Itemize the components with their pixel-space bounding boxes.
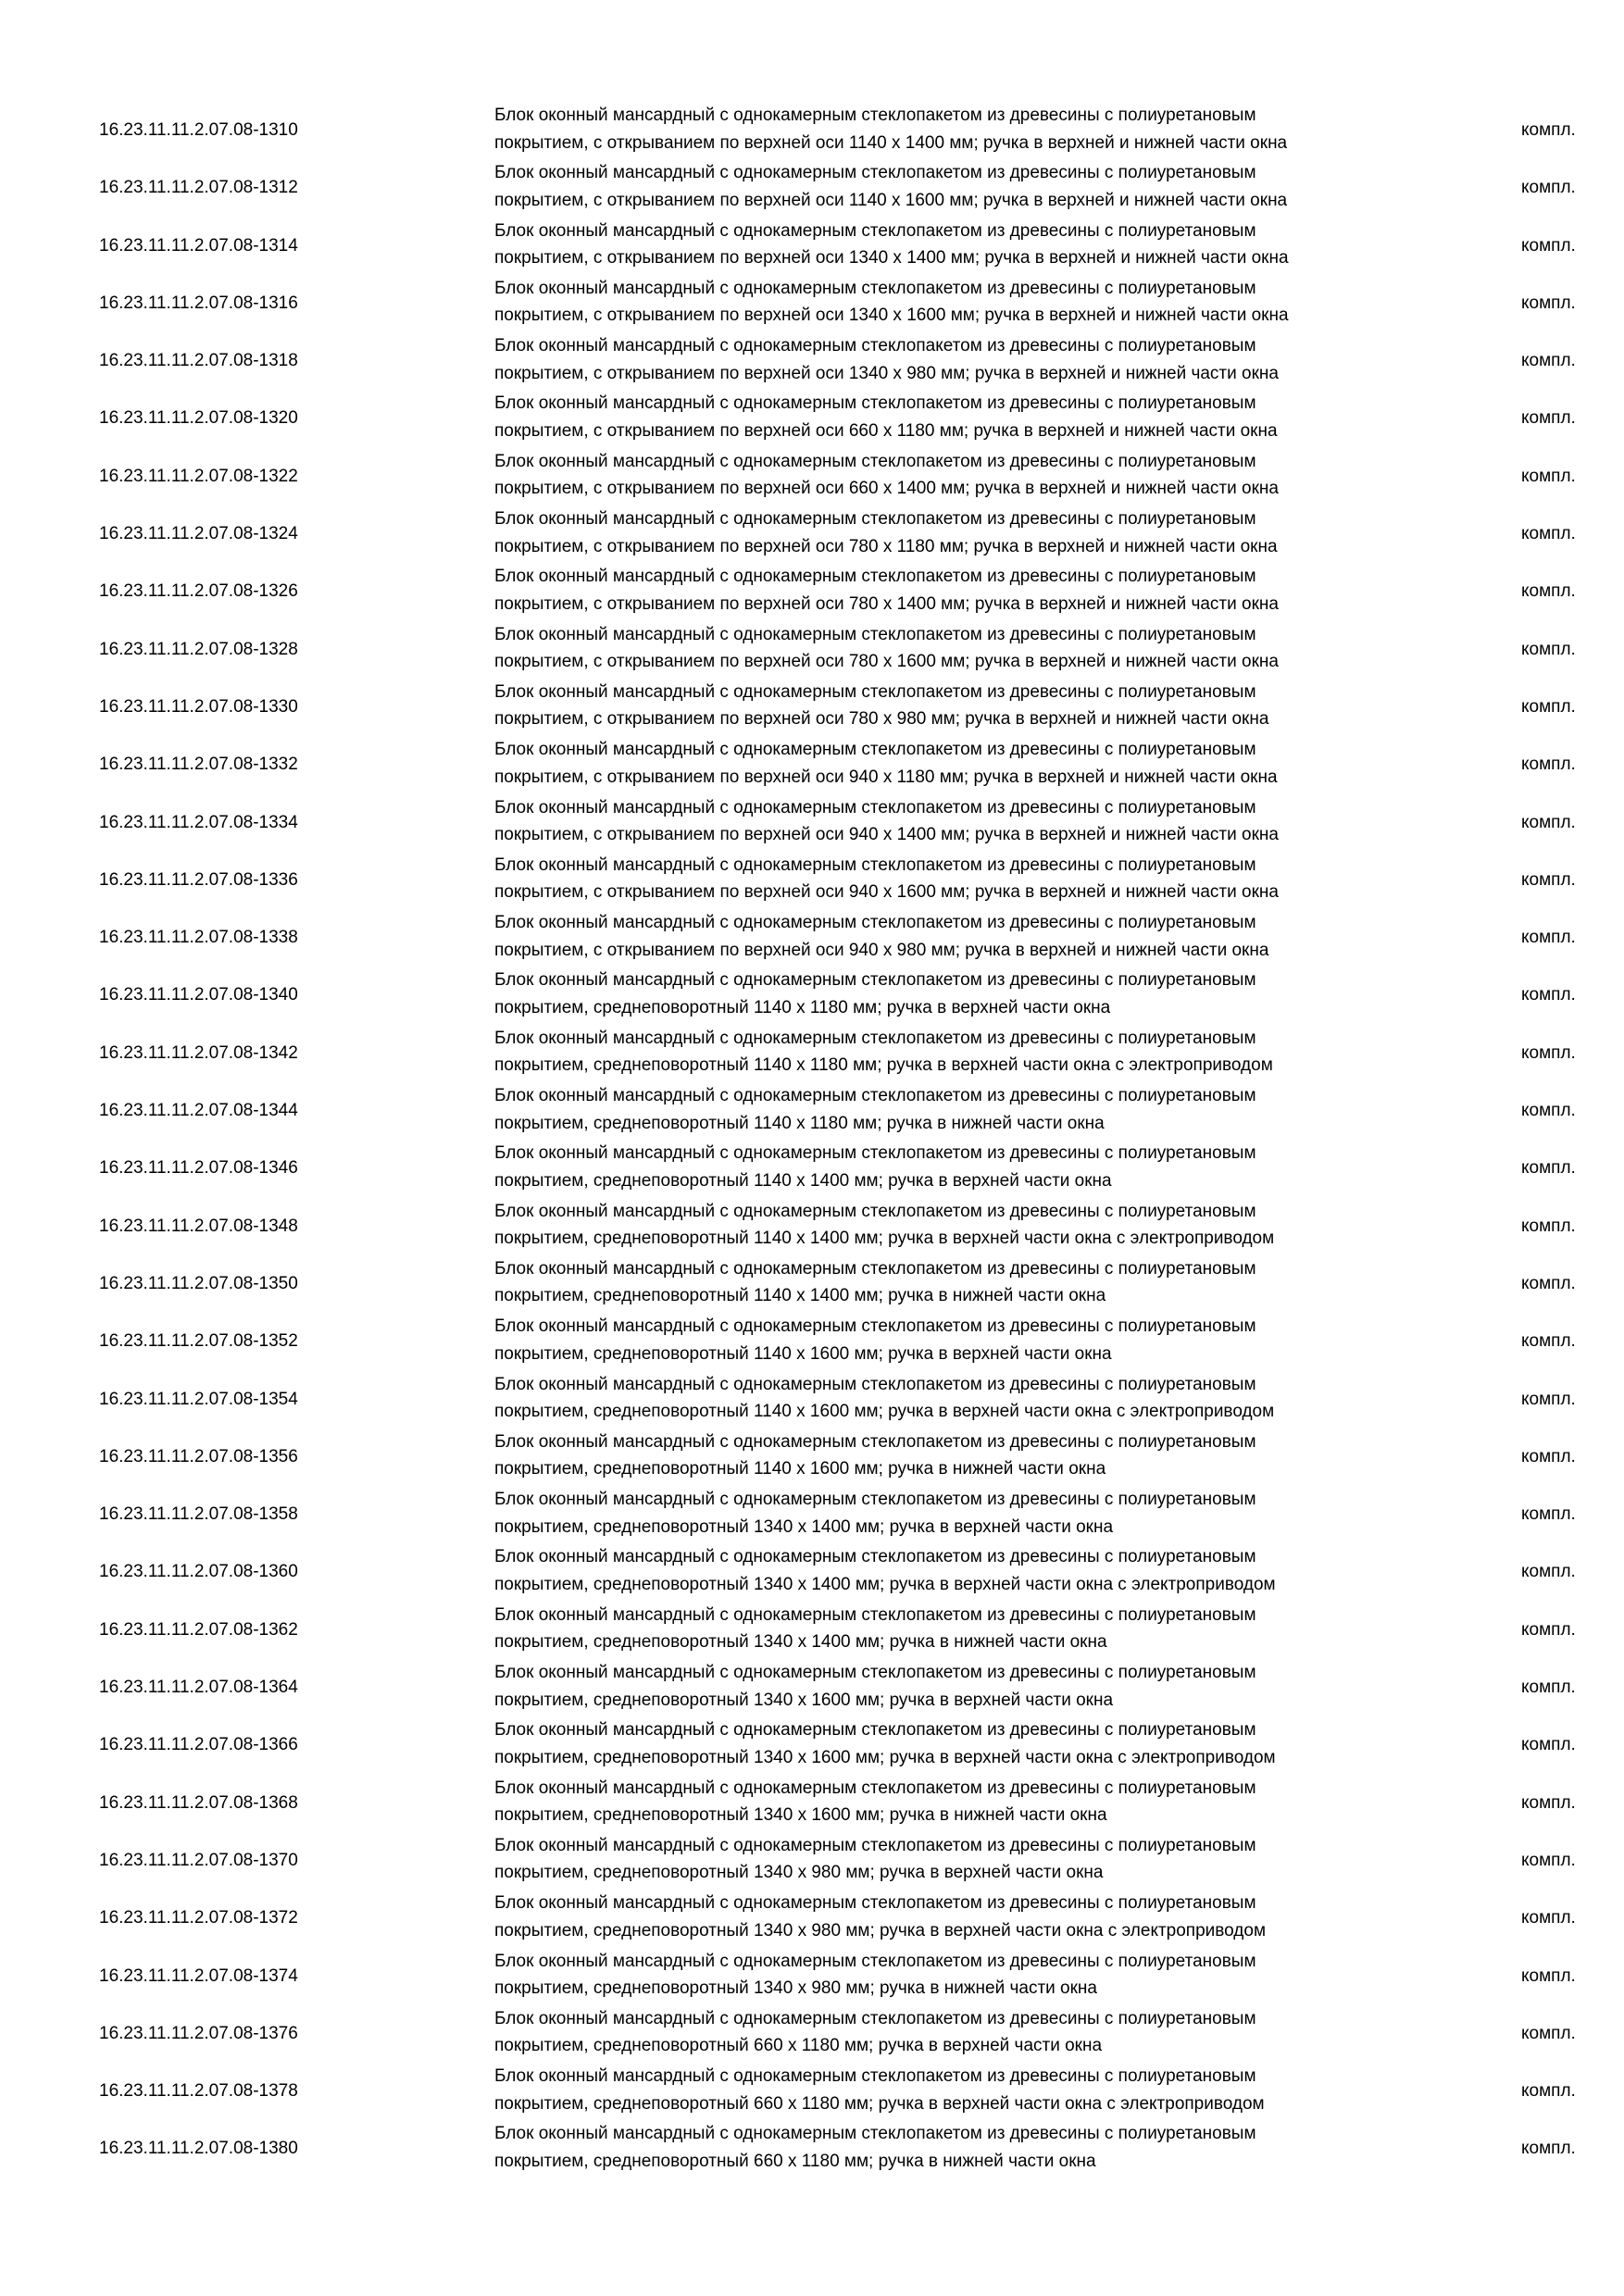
resource-code: 16.23.11.11.2.07.08-1316 bbox=[99, 293, 298, 313]
table-row bbox=[0, 1429, 1624, 1486]
description-line: Блок оконный мансардный с однокамерным стеклопакетом из древесины с полиуретановым bbox=[494, 1778, 1256, 1798]
resource-description bbox=[494, 332, 1476, 387]
resource-description bbox=[494, 1775, 1476, 1829]
resource-code: 16.23.11.11.2.07.08-1312 bbox=[99, 178, 298, 198]
unit-of-measure: компл. bbox=[1521, 1735, 1576, 1755]
unit-of-measure: компл. bbox=[1521, 524, 1576, 544]
unit-of-measure: компл. bbox=[1521, 1446, 1576, 1466]
description-line: покрытием, с открыванием по верхней оси 1340 х 980 мм; ручка в верхней и нижней части окна bbox=[494, 363, 1279, 383]
resource-description bbox=[494, 852, 1476, 906]
description-line: покрытием, среднеповоротный 660 х 1180 мм; ручка в верхней части окна bbox=[494, 2036, 1103, 2056]
description-line: Блок оконный мансардный с однокамерным стеклопакетом из древесины с полиуретановым bbox=[494, 2066, 1256, 2087]
resource-code: 16.23.11.11.2.07.08-1322 bbox=[99, 466, 298, 486]
resource-code: 16.23.11.11.2.07.08-1348 bbox=[99, 1216, 298, 1236]
resource-description bbox=[494, 1659, 1476, 1714]
table-row bbox=[0, 1832, 1624, 1890]
resource-code: 16.23.11.11.2.07.08-1346 bbox=[99, 1158, 298, 1179]
description-line: Блок оконный мансардный с однокамерным стеклопакетом из древесины с полиуретановым bbox=[494, 1086, 1256, 1106]
table-row bbox=[0, 736, 1624, 793]
resource-description bbox=[494, 563, 1476, 618]
table-row bbox=[0, 1948, 1624, 2005]
resource-code: 16.23.11.11.2.07.08-1378 bbox=[99, 2081, 298, 2102]
unit-of-measure: компл. bbox=[1521, 869, 1576, 890]
resource-code: 16.23.11.11.2.07.08-1338 bbox=[99, 928, 298, 948]
description-line: Блок оконный мансардный с однокамерным стеклопакетом из древесины с полиуретановым bbox=[494, 970, 1256, 991]
unit-of-measure: компл. bbox=[1521, 1042, 1576, 1063]
description-line: Блок оконный мансардный с однокамерным стеклопакетом из древесины с полиуретановым bbox=[494, 1028, 1256, 1048]
unit-of-measure: компл. bbox=[1521, 985, 1576, 1005]
description-line: Блок оконный мансардный с однокамерным стеклопакетом из древесины с полиуретановым bbox=[494, 567, 1256, 587]
resource-code: 16.23.11.11.2.07.08-1324 bbox=[99, 524, 298, 544]
description-line: Блок оконный мансардный с однокамерным стеклопакетом из древесины с полиуретановым bbox=[494, 1374, 1256, 1394]
resource-code: 16.23.11.11.2.07.08-1352 bbox=[99, 1331, 298, 1352]
table-row bbox=[0, 2120, 1624, 2177]
resource-description bbox=[494, 102, 1476, 156]
description-line: Блок оконный мансардный с однокамерным стеклопакетом из древесины с полиуретановым bbox=[494, 1720, 1256, 1741]
resource-code: 16.23.11.11.2.07.08-1326 bbox=[99, 581, 298, 602]
resource-description bbox=[494, 448, 1476, 503]
resource-code: 16.23.11.11.2.07.08-1368 bbox=[99, 1792, 298, 1813]
resource-description bbox=[494, 967, 1476, 1021]
unit-of-measure: компл. bbox=[1521, 1331, 1576, 1352]
resource-description bbox=[494, 1890, 1476, 1944]
description-line: Блок оконный мансардный с однокамерным стеклопакетом из древесины с полиуретановым bbox=[494, 278, 1256, 298]
description-line: Блок оконный мансардный с однокамерным стеклопакетом из древесины с полиуретановым bbox=[494, 509, 1256, 530]
table-row bbox=[0, 332, 1624, 390]
resource-description bbox=[494, 621, 1476, 676]
table-row bbox=[0, 1140, 1624, 1197]
unit-of-measure: компл. bbox=[1521, 1562, 1576, 1582]
table-row bbox=[0, 1543, 1624, 1601]
description-line: Блок оконный мансардный с однокамерным стеклопакетом из древесины с полиуретановым bbox=[494, 220, 1256, 241]
unit-of-measure: компл. bbox=[1521, 1504, 1576, 1525]
resource-description bbox=[494, 679, 1476, 733]
unit-of-measure: компл. bbox=[1521, 1678, 1576, 1698]
resource-code: 16.23.11.11.2.07.08-1362 bbox=[99, 1619, 298, 1640]
resource-code: 16.23.11.11.2.07.08-1330 bbox=[99, 696, 298, 717]
resource-code: 16.23.11.11.2.07.08-1328 bbox=[99, 639, 298, 659]
resource-code: 16.23.11.11.2.07.08-1366 bbox=[99, 1735, 298, 1755]
resource-code: 16.23.11.11.2.07.08-1336 bbox=[99, 869, 298, 890]
resource-description bbox=[494, 1486, 1476, 1541]
description-line: покрытием, среднеповоротный 1140 х 1400 мм; ручка в верхней части окна с электроприводом bbox=[494, 1229, 1275, 1249]
description-line: покрытием, среднеповоротный 1340 х 1400 мм; ручка в верхней части окна bbox=[494, 1516, 1114, 1537]
table-row bbox=[0, 1775, 1624, 1832]
unit-of-measure: компл. bbox=[1521, 408, 1576, 429]
description-line: покрытием, среднеповоротный 1340 х 980 мм; ручка в верхней части окна bbox=[494, 1863, 1104, 1883]
description-line: покрытием, среднеповоротный 1340 х 1600 мм; ручка в нижней части окна bbox=[494, 1805, 1107, 1826]
table-row bbox=[0, 967, 1624, 1024]
unit-of-measure: компл. bbox=[1521, 812, 1576, 832]
description-line: покрытием, с открыванием по верхней оси 1340 х 1600 мм; ручка в верхней и нижней части окна bbox=[494, 306, 1289, 326]
table-row bbox=[0, 621, 1624, 679]
resource-description bbox=[494, 1429, 1476, 1483]
unit-of-measure: компл. bbox=[1521, 178, 1576, 198]
resource-code: 16.23.11.11.2.07.08-1344 bbox=[99, 1101, 298, 1121]
description-line: Блок оконный мансардный с однокамерным стеклопакетом из древесины с полиуретановым bbox=[494, 1431, 1256, 1452]
description-line: Блок оконный мансардный с однокамерным стеклопакетом из древесины с полиуретановым bbox=[494, 855, 1256, 875]
description-line: Блок оконный мансардный с однокамерным стеклопакетом из древесины с полиуретановым bbox=[494, 2008, 1256, 2028]
resource-description bbox=[494, 1948, 1476, 2003]
unit-of-measure: компл. bbox=[1521, 466, 1576, 486]
description-line: покрытием, среднеповоротный 1340 х 1600 мм; ручка в верхней части окна bbox=[494, 1690, 1114, 1710]
resource-description bbox=[494, 1371, 1476, 1426]
resource-code: 16.23.11.11.2.07.08-1310 bbox=[99, 120, 298, 140]
description-line: Блок оконный мансардный с однокамерным стеклопакетом из древесины с полиуретановым bbox=[494, 336, 1256, 356]
resource-description bbox=[494, 1543, 1476, 1598]
table-row bbox=[0, 159, 1624, 217]
description-line: покрытием, среднеповоротный 660 х 1180 мм; ручка в нижней части окна bbox=[494, 2151, 1096, 2171]
description-line: покрытием, с открыванием по верхней оси 780 х 1180 мм; ручка в верхней и нижней части окна bbox=[494, 536, 1278, 556]
description-line: Блок оконный мансардный с однокамерным стеклопакетом из древесины с полиуретановым bbox=[494, 1143, 1256, 1164]
resource-code: 16.23.11.11.2.07.08-1380 bbox=[99, 2139, 298, 2159]
resource-code: 16.23.11.11.2.07.08-1358 bbox=[99, 1504, 298, 1525]
resource-code: 16.23.11.11.2.07.08-1342 bbox=[99, 1042, 298, 1063]
description-line: покрытием, среднеповоротный 1340 х 1600 мм; ручка в верхней части окна с электроприводом bbox=[494, 1747, 1276, 1767]
description-line: Блок оконный мансардный с однокамерным стеклопакетом из древесины с полиуретановым bbox=[494, 681, 1256, 702]
resource-code: 16.23.11.11.2.07.08-1372 bbox=[99, 1908, 298, 1928]
description-line: Блок оконный мансардный с однокамерным стеклопакетом из древесины с полиуретановым bbox=[494, 913, 1256, 933]
table-row bbox=[0, 679, 1624, 736]
description-line: Блок оконный мансардный с однокамерным стеклопакетом из древесины с полиуретановым bbox=[494, 1951, 1256, 1971]
description-line: покрытием, среднеповоротный 1140 х 1180 мм; ручка в нижней части окна bbox=[494, 1113, 1105, 1133]
unit-of-measure: компл. bbox=[1521, 1965, 1576, 1986]
description-line: покрытием, с открыванием по верхней оси 940 х 980 мм; ручка в верхней и нижней части окна bbox=[494, 940, 1269, 960]
resource-code: 16.23.11.11.2.07.08-1350 bbox=[99, 1273, 298, 1293]
resource-code: 16.23.11.11.2.07.08-1370 bbox=[99, 1850, 298, 1870]
resource-code: 16.23.11.11.2.07.08-1334 bbox=[99, 812, 298, 832]
resource-description bbox=[494, 1716, 1476, 1771]
resource-code: 16.23.11.11.2.07.08-1360 bbox=[99, 1562, 298, 1582]
description-line: покрытием, с открыванием по верхней оси 660 х 1180 мм; ручка в верхней и нижней части окна bbox=[494, 420, 1278, 441]
unit-of-measure: компл. bbox=[1521, 1850, 1576, 1870]
table-row bbox=[0, 1486, 1624, 1543]
description-line: покрытием, с открыванием по верхней оси 780 х 980 мм; ручка в верхней и нижней части окна bbox=[494, 709, 1269, 730]
description-line: Блок оконный мансардный с однокамерным стеклопакетом из древесины с полиуретановым bbox=[494, 624, 1256, 644]
unit-of-measure: компл. bbox=[1521, 1216, 1576, 1236]
resource-description bbox=[494, 1602, 1476, 1656]
resource-description bbox=[494, 736, 1476, 791]
unit-of-measure: компл. bbox=[1521, 2139, 1576, 2159]
description-line: покрытием, с открыванием по верхней оси 780 х 1600 мм; ручка в верхней и нижней части окна bbox=[494, 652, 1279, 672]
resource-description bbox=[494, 1255, 1476, 1310]
description-line: покрытием, с открыванием по верхней оси 1140 х 1400 мм; ручка в верхней и нижней части окна bbox=[494, 132, 1288, 153]
description-line: покрытием, среднеповоротный 1140 х 1600 мм; ручка в нижней части окна bbox=[494, 1459, 1106, 1479]
table-row bbox=[0, 1082, 1624, 1140]
unit-of-measure: компл. bbox=[1521, 2023, 1576, 2043]
table-row bbox=[0, 1602, 1624, 1659]
description-line: покрытием, с открыванием по верхней оси 940 х 1400 мм; ручка в верхней и нижней части окна bbox=[494, 825, 1279, 845]
description-line: Блок оконный мансардный с однокамерным стеклопакетом из древесины с полиуретановым bbox=[494, 797, 1256, 817]
description-line: Блок оконный мансардный с однокамерным стеклопакетом из древесины с полиуретановым bbox=[494, 106, 1256, 125]
table-row bbox=[0, 563, 1624, 620]
unit-of-measure: компл. bbox=[1521, 235, 1576, 256]
table-row bbox=[0, 909, 1624, 967]
table-row bbox=[0, 852, 1624, 909]
description-line: покрытием, среднеповоротный 1340 х 1400 мм; ручка в верхней части окна с электроприводом bbox=[494, 1574, 1276, 1594]
table-row bbox=[0, 794, 1624, 852]
description-line: Блок оконный мансардный с однокамерным стеклопакетом из древесины с полиуретановым bbox=[494, 163, 1256, 183]
description-line: Блок оконный мансардный с однокамерным стеклопакетом из древесины с полиуретановым bbox=[494, 1490, 1256, 1510]
resource-code: 16.23.11.11.2.07.08-1340 bbox=[99, 985, 298, 1005]
resource-description bbox=[494, 909, 1476, 964]
resource-description bbox=[494, 159, 1476, 214]
description-line: Блок оконный мансардный с однокамерным стеклопакетом из древесины с полиуретановым bbox=[494, 1258, 1256, 1279]
description-line: покрытием, среднеповоротный 660 х 1180 мм; ручка в верхней части окна с электроприводом bbox=[494, 2093, 1265, 2114]
resource-code: 16.23.11.11.2.07.08-1364 bbox=[99, 1678, 298, 1698]
resource-description bbox=[494, 1198, 1476, 1253]
resource-description bbox=[494, 1025, 1476, 1079]
resource-description bbox=[494, 218, 1476, 272]
table-row bbox=[0, 1313, 1624, 1370]
description-line: покрытием, среднеповоротный 1340 х 1400 мм; ручка в нижней части окна bbox=[494, 1632, 1107, 1653]
description-line: Блок оконный мансардный с однокамерным стеклопакетом из древесины с полиуретановым bbox=[494, 1893, 1256, 1914]
unit-of-measure: компл. bbox=[1521, 293, 1576, 313]
price-table bbox=[0, 102, 1624, 2178]
resource-code: 16.23.11.11.2.07.08-1374 bbox=[99, 1965, 298, 1986]
table-row bbox=[0, 390, 1624, 447]
description-line: Блок оконный мансардный с однокамерным стеклопакетом из древесины с полиуретановым bbox=[494, 393, 1256, 414]
resource-description bbox=[494, 390, 1476, 444]
description-line: покрытием, среднеповоротный 1140 х 1400 мм; ручка в верхней части окна bbox=[494, 1170, 1112, 1191]
table-row bbox=[0, 505, 1624, 563]
resource-description bbox=[494, 1832, 1476, 1887]
description-line: покрытием, среднеповоротный 1140 х 1600 мм; ручка в верхней части окна с электроприводом bbox=[494, 1402, 1275, 1422]
unit-of-measure: компл. bbox=[1521, 696, 1576, 717]
description-line: покрытием, с открыванием по верхней оси 1140 х 1600 мм; ручка в верхней и нижней части окна bbox=[494, 190, 1288, 210]
table-row bbox=[0, 1716, 1624, 1774]
resource-code: 16.23.11.11.2.07.08-1320 bbox=[99, 408, 298, 429]
resource-description bbox=[494, 275, 1476, 330]
resource-description bbox=[494, 2063, 1476, 2117]
unit-of-measure: компл. bbox=[1521, 1273, 1576, 1293]
resource-description bbox=[494, 1140, 1476, 1194]
resource-code: 16.23.11.11.2.07.08-1376 bbox=[99, 2023, 298, 2043]
unit-of-measure: компл. bbox=[1521, 581, 1576, 602]
description-line: Блок оконный мансардный с однокамерным стеклопакетом из древесины с полиуретановым bbox=[494, 1316, 1256, 1337]
table-row bbox=[0, 1255, 1624, 1313]
unit-of-measure: компл. bbox=[1521, 1389, 1576, 1409]
description-line: покрытием, с открыванием по верхней оси 1340 х 1400 мм; ручка в верхней и нижней части окна bbox=[494, 248, 1289, 268]
unit-of-measure: компл. bbox=[1521, 928, 1576, 948]
description-line: Блок оконный мансардный с однокамерным стеклопакетом из древесины с полиуретановым bbox=[494, 451, 1256, 471]
description-line: покрытием, с открыванием по верхней оси 780 х 1400 мм; ручка в верхней и нижней части окна bbox=[494, 593, 1279, 614]
table-row bbox=[0, 1659, 1624, 1716]
resource-code: 16.23.11.11.2.07.08-1356 bbox=[99, 1446, 298, 1466]
resource-description bbox=[494, 505, 1476, 560]
resource-code: 16.23.11.11.2.07.08-1354 bbox=[99, 1389, 298, 1409]
unit-of-measure: компл. bbox=[1521, 755, 1576, 775]
resource-description bbox=[494, 2005, 1476, 2060]
resource-code: 16.23.11.11.2.07.08-1314 bbox=[99, 235, 298, 256]
table-row bbox=[0, 102, 1624, 159]
description-line: покрытием, среднеповоротный 1140 х 1180 мм; ручка в верхней части окна с электроприводом bbox=[494, 1055, 1273, 1076]
description-line: покрытием, с открыванием по верхней оси 940 х 1180 мм; ручка в верхней и нижней части окна bbox=[494, 767, 1278, 787]
description-line: покрытием, среднеповоротный 1340 х 980 мм; ручка в верхней части окна с электроприводом bbox=[494, 1920, 1267, 1940]
unit-of-measure: компл. bbox=[1521, 1619, 1576, 1640]
table-row bbox=[0, 218, 1624, 275]
resource-description bbox=[494, 1082, 1476, 1137]
unit-of-measure: компл. bbox=[1521, 120, 1576, 140]
unit-of-measure: компл. bbox=[1521, 351, 1576, 371]
table-row bbox=[0, 2005, 1624, 2063]
resource-code: 16.23.11.11.2.07.08-1332 bbox=[99, 755, 298, 775]
table-row bbox=[0, 448, 1624, 505]
description-line: Блок оконный мансардный с однокамерным стеклопакетом из древесины с полиуретановым bbox=[494, 1201, 1256, 1221]
unit-of-measure: компл. bbox=[1521, 639, 1576, 659]
description-line: покрытием, среднеповоротный 1140 х 1180 мм; ручка в верхней части окна bbox=[494, 997, 1111, 1017]
description-line: покрытием, среднеповоротный 1140 х 1600 мм; ручка в верхней части окна bbox=[494, 1343, 1112, 1364]
description-line: Блок оконный мансардный с однокамерным стеклопакетом из древесины с полиуретановым bbox=[494, 740, 1256, 760]
unit-of-measure: компл. bbox=[1521, 2081, 1576, 2102]
description-line: покрытием, с открыванием по верхней оси 660 х 1400 мм; ручка в верхней и нижней части окна bbox=[494, 479, 1279, 499]
description-line: покрытием, среднеповоротный 1140 х 1400 мм; ручка в нижней части окна bbox=[494, 1286, 1106, 1306]
description-line: Блок оконный мансардный с однокамерным стеклопакетом из древесины с полиуретановым bbox=[494, 1835, 1256, 1855]
table-row bbox=[0, 1025, 1624, 1082]
table-row bbox=[0, 275, 1624, 332]
description-line: Блок оконный мансардный с однокамерным стеклопакетом из древесины с полиуретановым bbox=[494, 2124, 1256, 2144]
description-line: Блок оконный мансардный с однокамерным стеклопакетом из древесины с полиуретановым bbox=[494, 1547, 1256, 1567]
unit-of-measure: компл. bbox=[1521, 1158, 1576, 1179]
table-row bbox=[0, 2063, 1624, 2120]
unit-of-measure: компл. bbox=[1521, 1792, 1576, 1813]
resource-code: 16.23.11.11.2.07.08-1318 bbox=[99, 351, 298, 371]
description-line: покрытием, с открыванием по верхней оси 940 х 1600 мм; ручка в верхней и нижней части окна bbox=[494, 882, 1279, 903]
unit-of-measure: компл. bbox=[1521, 1908, 1576, 1928]
unit-of-measure: компл. bbox=[1521, 1101, 1576, 1121]
table-row bbox=[0, 1890, 1624, 1947]
description-line: Блок оконный мансардный с однокамерным стеклопакетом из древесины с полиуретановым bbox=[494, 1663, 1256, 1683]
table-row bbox=[0, 1371, 1624, 1429]
table-row bbox=[0, 1198, 1624, 1255]
resource-description bbox=[494, 794, 1476, 849]
resource-description bbox=[494, 1313, 1476, 1367]
description-line: Блок оконный мансардный с однокамерным стеклопакетом из древесины с полиуретановым bbox=[494, 1604, 1256, 1625]
resource-description bbox=[494, 2120, 1476, 2175]
description-line: покрытием, среднеповоротный 1340 х 980 мм; ручка в нижней части окна bbox=[494, 1978, 1097, 1998]
